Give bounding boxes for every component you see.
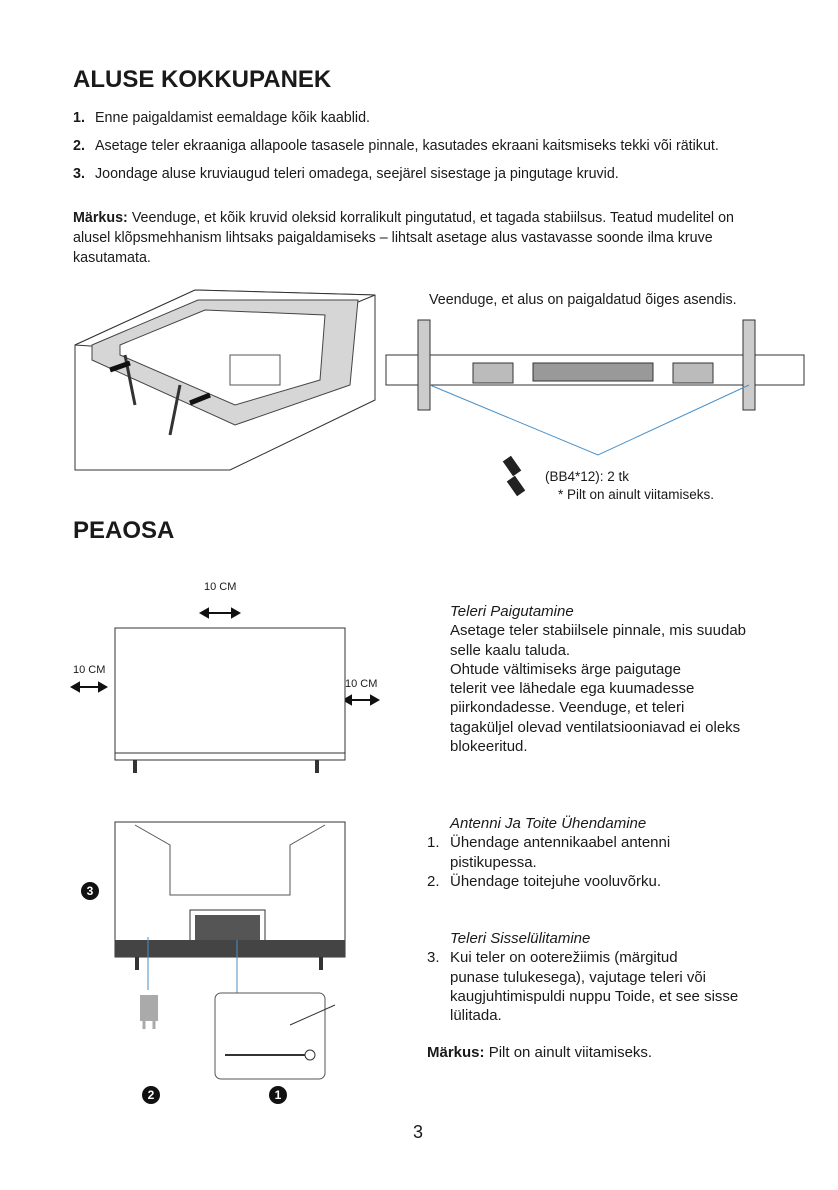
screw-icon [497,455,537,500]
placement-heading: Teleri Paigutamine [450,603,574,620]
assembly-step-3 [73,166,619,182]
placement-line: Asetage teler stabiilsele pinnale, mis suudab [450,622,747,640]
item-number: 3. [427,949,440,967]
tv-bottom-with-stands-illustration [383,315,808,465]
screw-note: * Pilt on ainult viitamiseks. [558,487,715,502]
clearance-top-label: 10 CM [204,581,237,593]
power-line: Kui teler on ooterežiimis (märgitud [450,949,678,967]
stand-orientation-caption: Veenduge, et alus on paigaldatud õiges asendis. [429,292,737,308]
step-text: Enne paigaldamist eemaldage kõik kaablid. [95,110,370,126]
page-number: 3 [413,1122,424,1142]
step-text: Joondage aluse kruviaugud teleri omadega, seejärel sisestage ja pingutage kruvid. [95,166,619,182]
connect-section [427,814,790,891]
connect-line: pistikupessa. [450,853,537,871]
item-number: 2. [427,872,440,890]
assembly-step-1 [73,110,370,126]
section-title-overview: PEAOSA [73,517,175,544]
overview-note [427,1044,652,1061]
stand-assembly-illustration [70,285,380,475]
note-text: Pilt on ainult viitamiseks. [488,1044,653,1061]
connect-heading: Antenni Ja Toite Ühendamine [450,815,647,832]
placement-line: piirkondadesse. Veenduge, et teleri [450,699,685,717]
assembly-step-2 [73,138,719,154]
screw-spec: (BB4*12): 2 tk [545,469,630,484]
placement-line: selle kaalu taluda. [450,641,571,659]
connect-line: Ühendage toitejuhe vooluvõrku. [450,872,661,890]
clearance-right-label: 10 CM [345,678,378,690]
placement-section [450,602,790,756]
note-label: Märkus: [427,1044,485,1061]
callout-3: 3 [86,884,94,898]
power-on-section [427,929,790,1025]
step-text: Asetage teler ekraaniga allapoole tasasele pinnale, kasutades ekraani kaitsmiseks tekki või rätikut. [95,138,719,154]
note-label: Märkus: [73,210,128,226]
placement-line: blokeeritud. [450,738,528,756]
callout-2: 2 [147,1088,155,1102]
connect-line: Ühendage antennikaabel antenni [450,834,671,852]
placement-line: Ohtude vältimiseks ärge paigutage [450,660,681,678]
placement-line: tagaküljel olevad ventilatsiooniavad ei oleks [450,718,741,736]
note-text: Veenduge, et kõik kruvid oleksid korralikult pingutatud, et tagada stabiilsus. Teatud mudelitel on alusel klõpsmehhanism lihtsaks paigaldamiseks – lihtsalt asetage alus vastavasse soonde ilma kruve kasutamata. [73,210,734,266]
placement-line: telerit vee lähedale ega kuumadesse [450,680,695,698]
callout-1: 1 [274,1088,282,1102]
item-number: 1. [427,834,440,852]
clearance-left-label: 10 CM [73,664,106,676]
power-on-heading: Teleri Sisselülitamine [450,930,591,947]
power-line: lülitada. [450,1007,502,1025]
tv-back-connection-illustration [60,815,360,1110]
tv-front-clearance-illustration [60,590,390,775]
power-line: punase tulukesega), vajutage teleri või [450,968,706,986]
power-line: kaugjuhtimispuldi nuppu Toide, et see sisse [450,987,739,1005]
step-number: 2. [73,138,85,154]
assembly-note [73,208,773,268]
section-title-assembly: ALUSE KOKKUPANEK [73,66,332,93]
step-number: 3. [73,166,85,182]
step-number: 1. [73,110,85,126]
